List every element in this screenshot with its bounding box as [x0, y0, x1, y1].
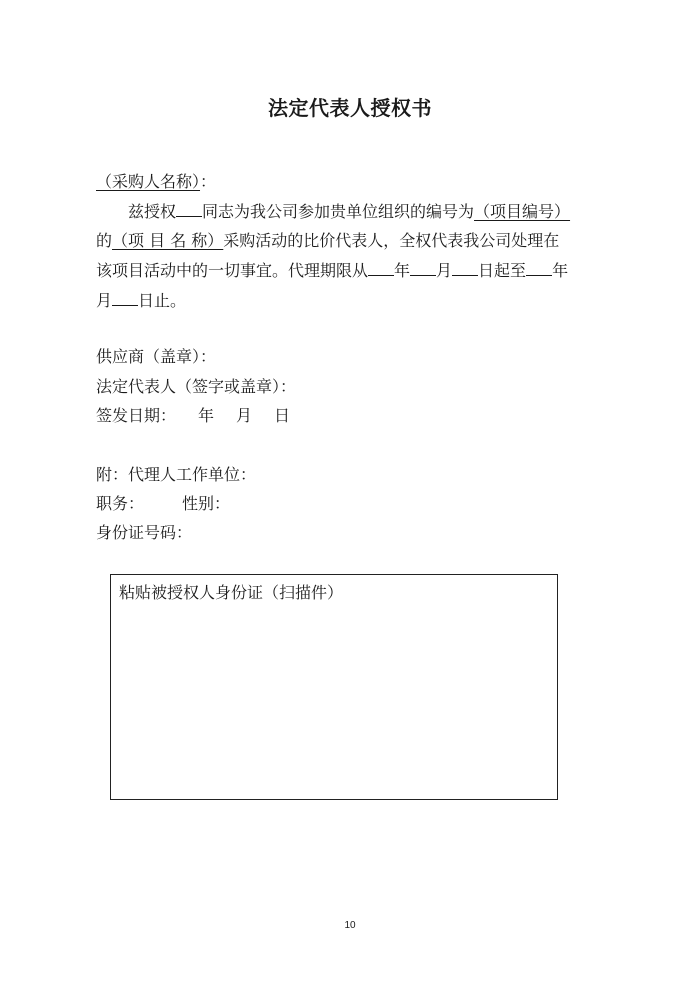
issue-year-label: 年: [198, 406, 215, 425]
id-card-box-label: 粘贴被授权人身份证（扫描件）: [119, 583, 344, 602]
body-line-1: [96, 201, 570, 222]
legal-rep-signature-line: 法定代表人（签字或盖章）：: [96, 377, 297, 396]
id-number-line: 身份证号码：: [96, 523, 193, 542]
body-text-1: 同志为我公司参加贵单位组织的编号为: [202, 202, 475, 221]
end-month-label: 月: [96, 291, 113, 310]
position-label: 职务：: [96, 494, 145, 513]
body-line-4: [96, 290, 186, 311]
issue-date-line: [96, 406, 290, 426]
body-line-2: [96, 231, 559, 251]
end-year-blank: [526, 260, 552, 276]
start-day-blank: [452, 260, 478, 276]
start-month-label: 月: [436, 261, 453, 280]
purchaser-name-placeholder: （采购人名称）: [96, 172, 201, 191]
issue-date-label: 签发日期：: [96, 406, 177, 425]
body-line-3: [96, 260, 568, 281]
end-year-label: 年: [552, 261, 569, 280]
project-number-placeholder: （项目编号）: [474, 202, 571, 221]
end-day-blank: [112, 290, 138, 306]
start-year-blank: [368, 260, 394, 276]
body-text-2-prefix: 的: [96, 231, 113, 250]
gender-label: 性别：: [182, 494, 231, 513]
start-day-label: 日起至: [478, 261, 527, 280]
body-text-2: 采购活动的比价代表人，全权代表我公司处理在: [223, 231, 560, 250]
id-card-paste-box: [110, 574, 558, 800]
authorized-person-blank: [176, 201, 202, 217]
position-gender-line: [96, 494, 230, 514]
issue-month-label: 月: [236, 406, 253, 425]
agent-unit-line: 附：代理人工作单位：: [96, 465, 257, 484]
page-number: 10: [344, 920, 356, 931]
body-text-3: 该项目活动中的一切事宜。代理期限从: [96, 261, 369, 280]
supplier-seal-line: 供应商（盖章）：: [96, 347, 217, 366]
end-day-label: 日止。: [138, 291, 187, 310]
authorize-text: 兹授权: [128, 202, 177, 221]
start-year-label: 年: [394, 261, 411, 280]
salutation-colon: ：: [200, 172, 217, 191]
start-month-blank: [410, 260, 436, 276]
salutation-line: [96, 172, 216, 192]
project-name-placeholder: （项 目 名 称）: [112, 231, 224, 250]
page-title: 法定代表人授权书: [268, 96, 432, 120]
issue-day-label: 日: [274, 406, 291, 425]
